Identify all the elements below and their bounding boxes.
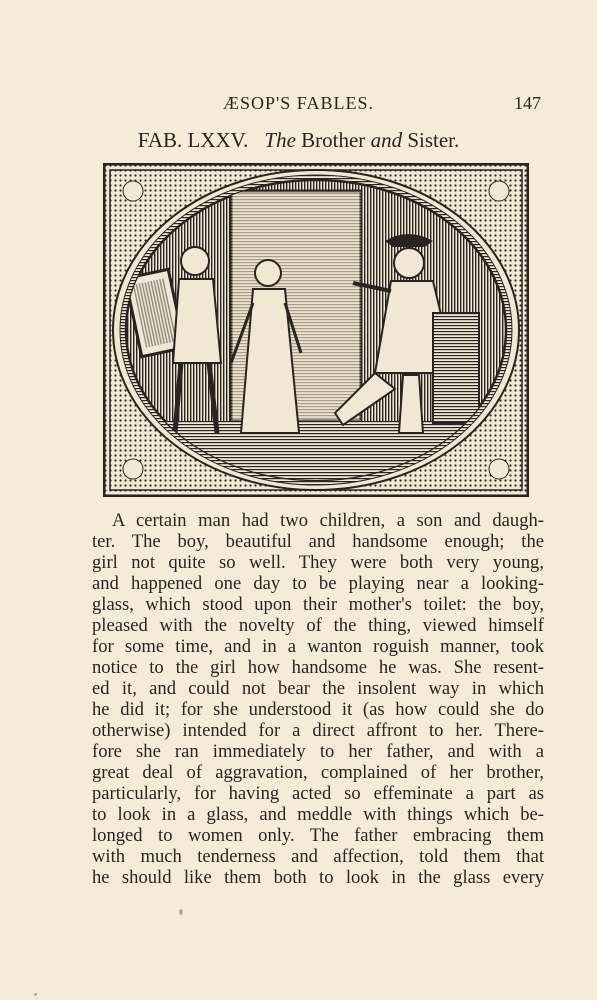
text-line: girl not quite so well. They were both very young,: [92, 552, 544, 573]
text-line: he should like them both to look in the glass every: [92, 867, 544, 888]
text-line: glass, which stood upon their mother's toilet: the boy,: [92, 594, 544, 615]
text-line: ed it, and could not bear the insolent way in which: [92, 678, 544, 699]
fable-heading: [0, 128, 597, 153]
page-number: 147: [514, 93, 541, 113]
text-line: longed to women only. The father embracing them: [92, 825, 544, 846]
text-line: great deal of aggravation, complained of her brother,: [92, 762, 544, 783]
text-line: with much tenderness and affection, told them that: [92, 846, 544, 867]
text-line: ter. The boy, beautiful and handsome enough; the: [92, 531, 544, 552]
running-head-title: ÆSOP'S FABLES.: [223, 93, 374, 113]
woodcut-illustration: [103, 163, 529, 497]
fable-title-the: The: [264, 128, 296, 152]
text-line: fore she ran immediately to her father, and with a: [92, 741, 544, 762]
text-line: for some time, and in a wanton roguish manner, took: [92, 636, 544, 657]
fable-number: FAB. LXXV.: [137, 128, 249, 152]
fable-title-sister: Sister.: [407, 128, 460, 152]
text-line: otherwise) intended for a direct affront to her. There-: [92, 720, 544, 741]
text-line: notice to the girl how handsome he was. She resent-: [92, 657, 544, 678]
woodcut-engraving-icon: [103, 163, 529, 497]
text-line: he did it; for she understood it (as how could she do: [92, 699, 544, 720]
text-line: and happened one day to be playing near a looking-: [92, 573, 544, 594]
text-line: pleased with the novelty of the thing, viewed himself: [92, 615, 544, 636]
text-line: particularly, for having acted so effeminate a part as: [92, 783, 544, 804]
text-line: to look in a glass, and meddle with things which be-: [92, 804, 544, 825]
paper-speck: [179, 909, 183, 915]
fable-title-brother: Brother: [301, 128, 366, 152]
paper-speck: [34, 993, 37, 996]
fable-title-and: and: [370, 128, 403, 152]
fable-text: [92, 510, 544, 888]
text-line: A certain man had two children, a son and daugh-: [112, 510, 544, 531]
running-head: [0, 93, 597, 115]
